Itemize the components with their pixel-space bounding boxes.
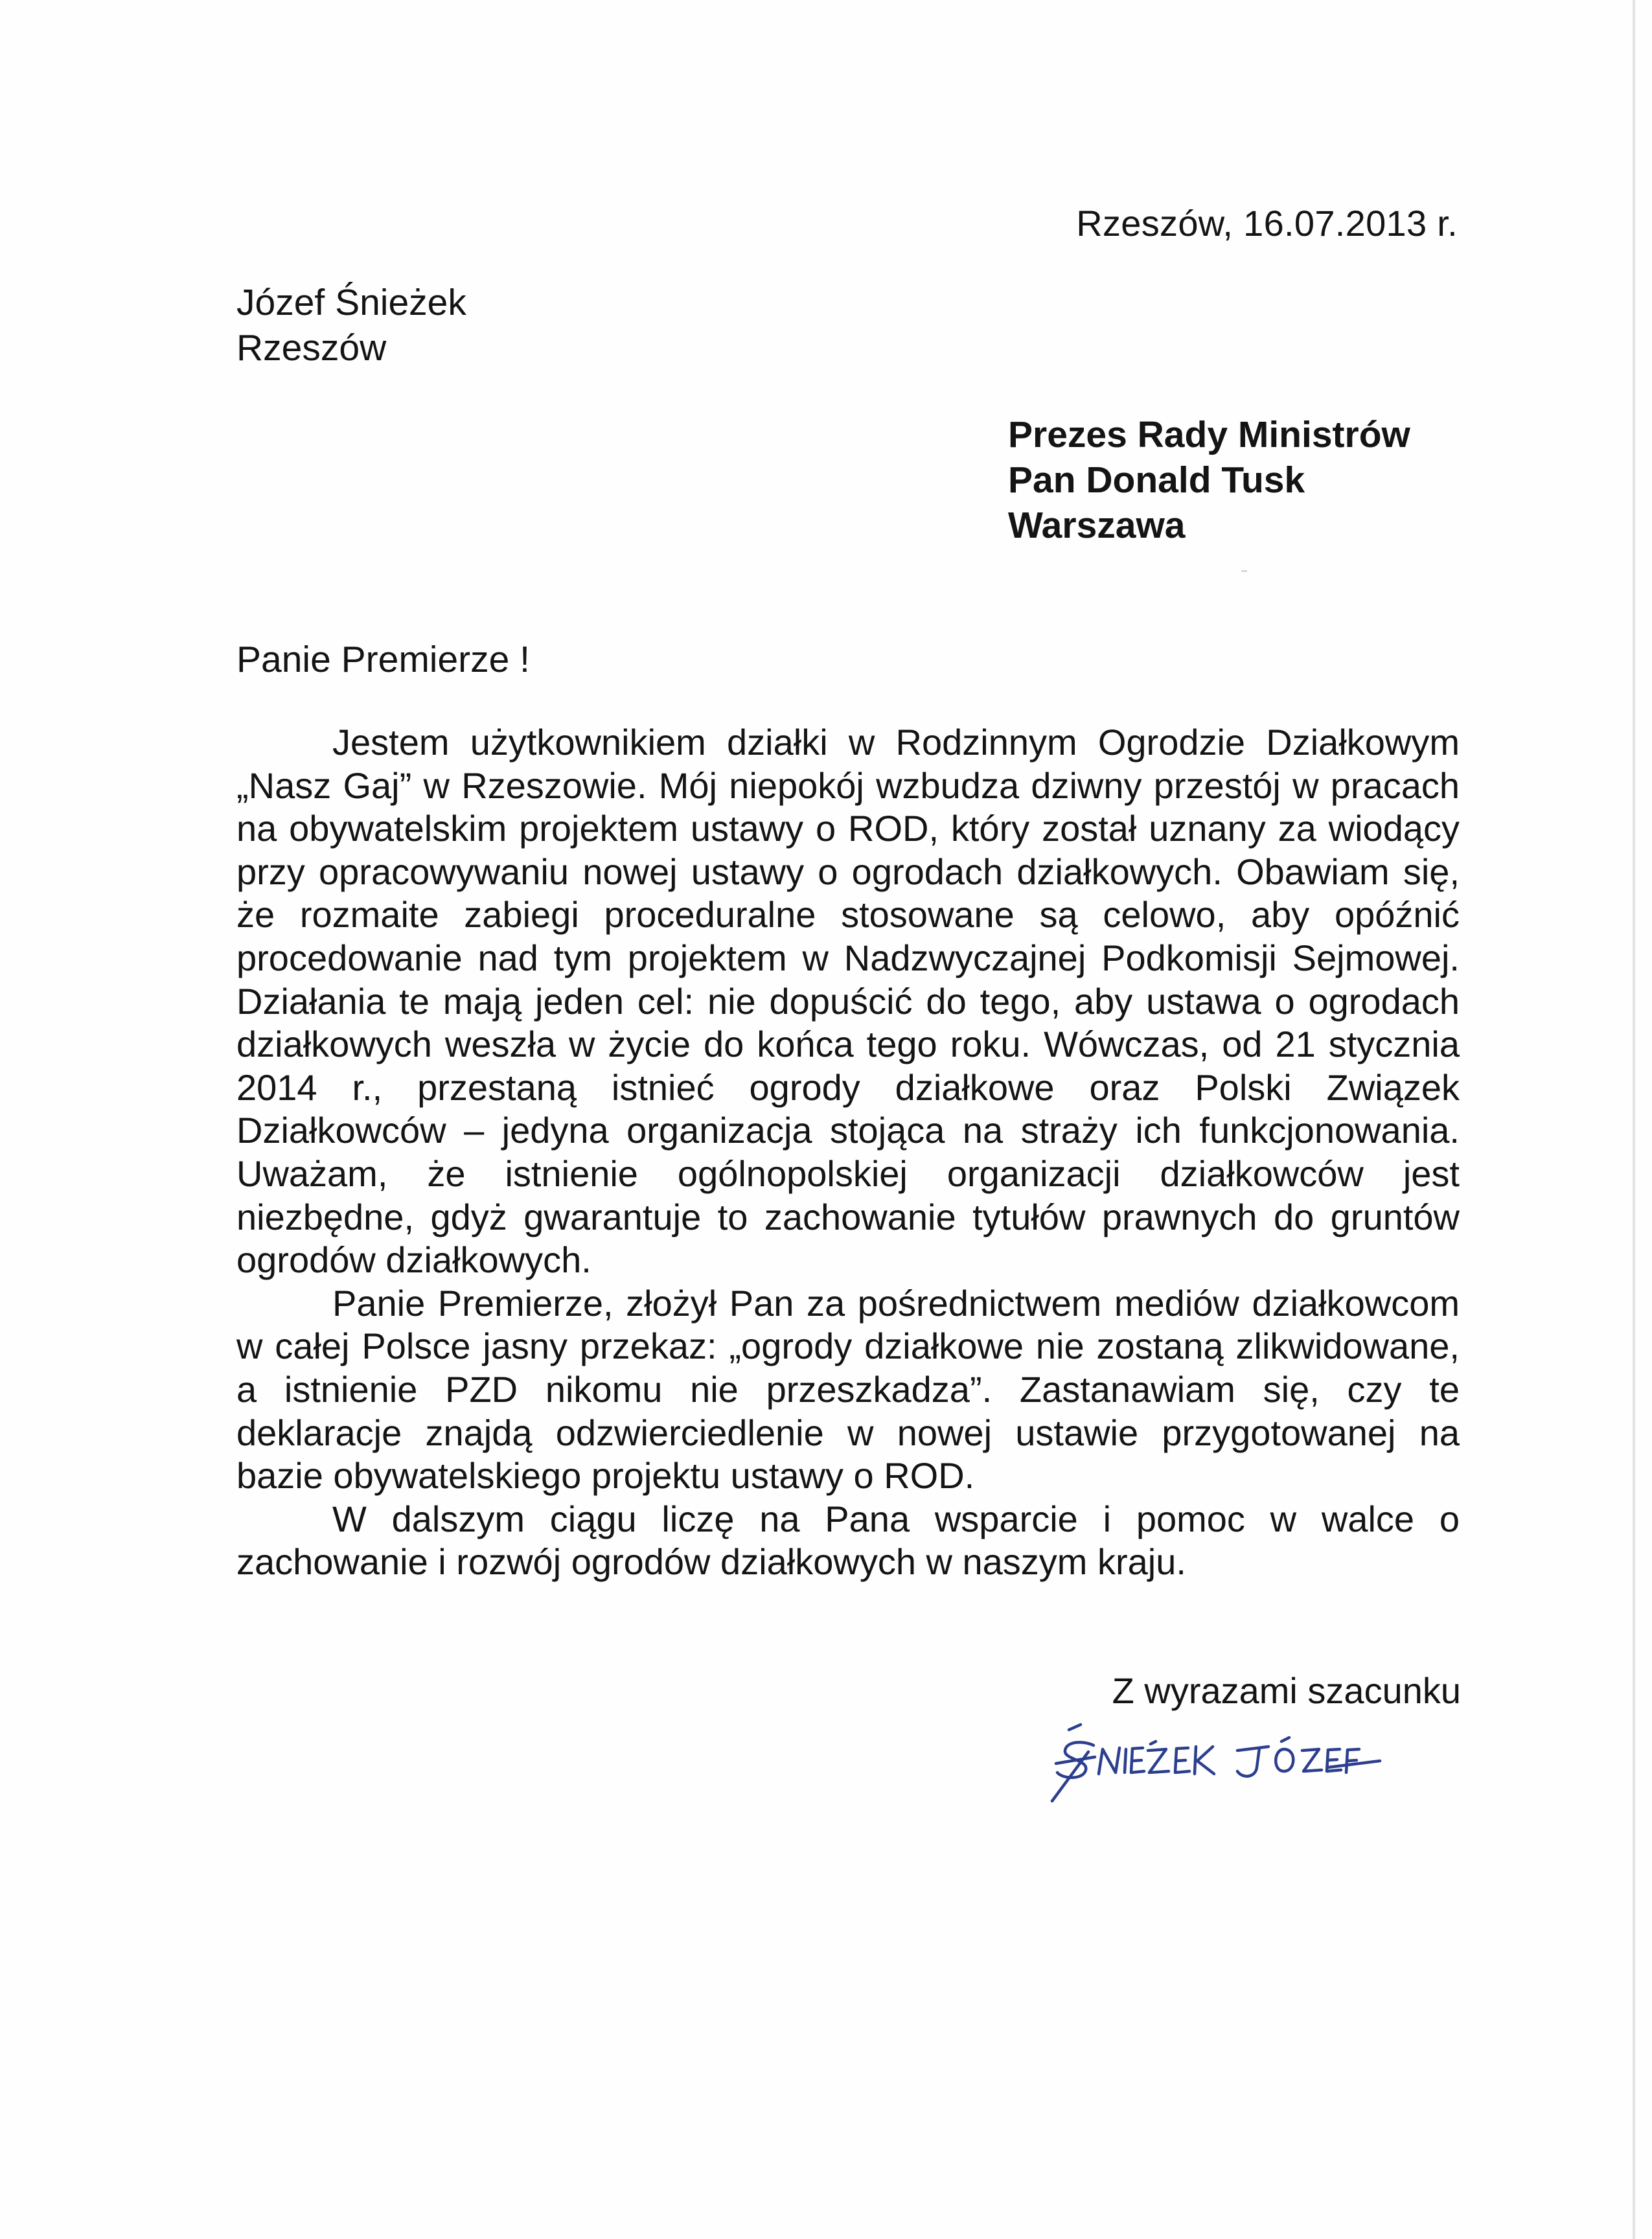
recipient-block	[1008, 412, 1410, 548]
closing-phrase: Z wyrazami szacunku	[1112, 1670, 1461, 1711]
letter-date: Rzeszów, 16.07.2013 r.	[1076, 203, 1458, 244]
sender-block	[236, 280, 466, 371]
sender-name: Józef Śnieżek	[236, 282, 466, 323]
handwritten-signature	[1043, 1705, 1458, 1809]
salutation: Panie Premierze !	[236, 639, 531, 680]
body-paragraph-2: Panie Premierze, złożył Pan za pośrednictwem mediów działkowcom w całej Polsce jasny przekaz: „ogrody działkowe nie zostaną zlikwidowane, a istnienie PZD nikomu nie przeszkadza”. Zastanawiam się, czy te deklaracje znajdą odzwierciedlenie w nowej ustawie przygotowanej na bazie obywatelskiego projektu ustawy o ROD.	[236, 1282, 1460, 1497]
sender-city: Rzeszów	[236, 327, 387, 369]
body-paragraph-3: W dalszym ciągu liczę na Pana wsparcie i pomoc w walce o zachowanie i rozwój ogrodów działkowych w naszym kraju.	[236, 1498, 1460, 1583]
scan-speck	[1241, 570, 1247, 572]
recipient-city: Warszawa	[1008, 505, 1186, 546]
letter-body	[236, 721, 1460, 1584]
body-paragraph-1: Jestem użytkownikiem działki w Rodzinnym Ogrodzie Działkowym „Nasz Gaj” w Rzeszowie. Mój niepokój wzbudza dziwny przestój w pracach na obywatelskim projektem ustawy o ROD, który został uznany za wiodący przy opracowywaniu nowej ustawy o ogrodach działkowych. Obawiam się, że rozmaite zabiegi proceduralne stosowane są celowo, aby opóźnić procedowanie nad tym projektem w Nadzwyczajnej Podkomisji Sejmowej. Działania te mają jeden cel: nie dopuścić do tego, aby ustawa o ogrodach działkowych weszła w życie do końca tego roku. Wówczas, od 21 stycznia 2014 r., przestaną istnieć ogrody działkowe oraz Polski Związek Działkowców – jedyna organizacja stojąca na straży ich funkcjonowania. Uważam, że istnienie ogólnopolskiej organizacji działkowców jest niezbędne, gdyż gwarantuje to zachowanie tytułów prawnych do gruntów ogrodów działkowych.	[236, 722, 1460, 1281]
scan-edge-shadow	[1633, 0, 1635, 2239]
recipient-name: Pan Donald Tusk	[1008, 459, 1305, 501]
recipient-title: Prezes Rady Ministrów	[1008, 414, 1410, 455]
